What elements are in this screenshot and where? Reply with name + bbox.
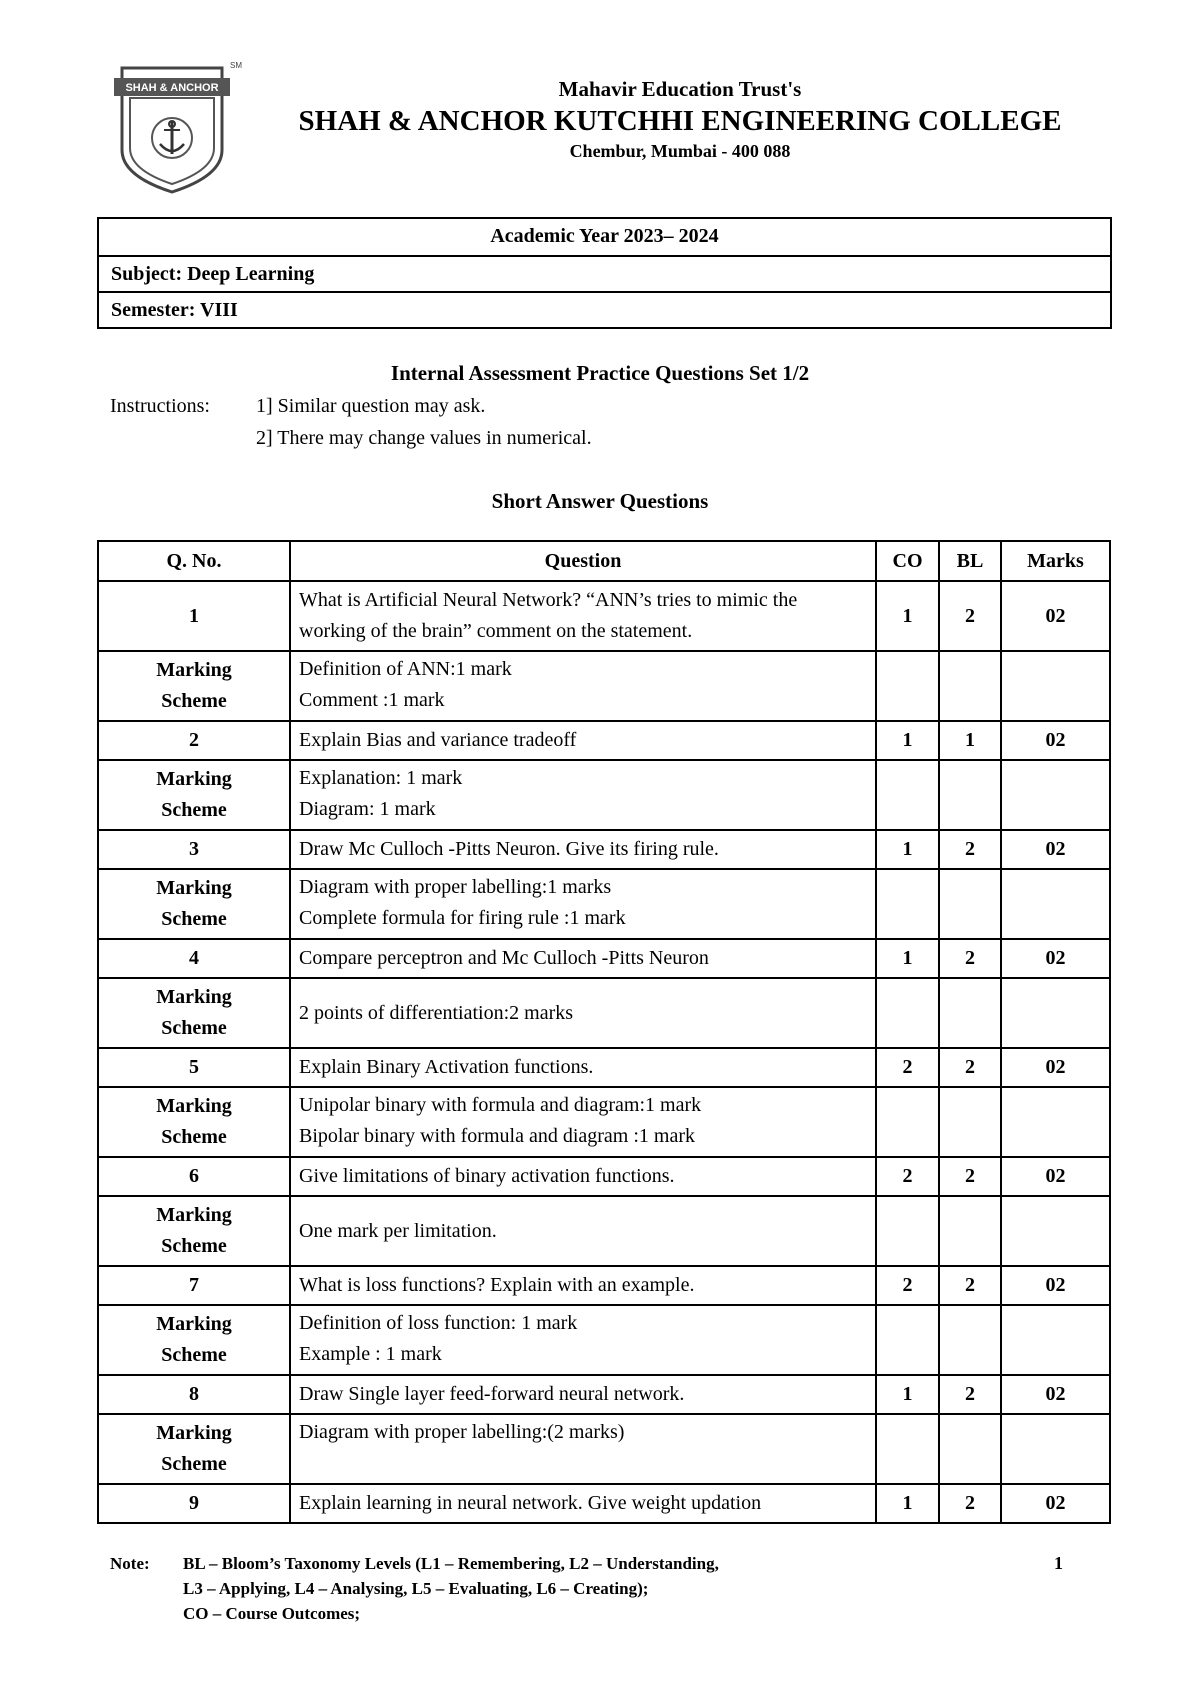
co-empty	[876, 1414, 939, 1484]
co-value: 2	[876, 1157, 939, 1196]
marks-value: 02	[1001, 830, 1110, 869]
question-number: 3	[98, 830, 290, 869]
marks-empty	[1001, 1196, 1110, 1266]
marking-scheme-row	[98, 1087, 1110, 1157]
trust-name: Mahavir Education Trust's	[558, 77, 802, 101]
scheme-line: Definition of loss function: 1 mark	[299, 1312, 578, 1334]
question-number: 4	[98, 939, 290, 978]
table-row	[98, 721, 1110, 760]
bl-value: 2	[939, 581, 1001, 651]
scheme-line: Diagram with proper labelling:(2 marks)	[299, 1421, 625, 1443]
table-row	[98, 1048, 1110, 1087]
header-marks: Marks	[1001, 541, 1110, 581]
marking-scheme-label	[98, 1414, 290, 1484]
table-row	[98, 939, 1110, 978]
bl-empty	[939, 978, 1001, 1048]
question-number: 6	[98, 1157, 290, 1196]
marks-value: 02	[1001, 1484, 1110, 1523]
bl-value: 2	[939, 1266, 1001, 1305]
marking-scheme-label	[98, 978, 290, 1048]
set-title: Internal Assessment Practice Questions Set 1/2	[390, 361, 810, 385]
bl-value: 2	[939, 1375, 1001, 1414]
co-empty	[876, 1305, 939, 1375]
marking-scheme-label	[98, 760, 290, 830]
subject: Subject: Deep Learning	[99, 255, 1110, 291]
question-number: 5	[98, 1048, 290, 1087]
bl-empty	[939, 1196, 1001, 1266]
question-line: What is Artificial Neural Network? “ANN’s tries to mimic the	[299, 589, 798, 611]
bl-empty	[939, 869, 1001, 939]
question-text	[290, 830, 876, 869]
question-text	[290, 721, 876, 760]
marks-empty	[1001, 1414, 1110, 1484]
question-line: Explain Bias and variance tradeoff	[299, 729, 577, 751]
bl-value: 2	[939, 830, 1001, 869]
scheme-line: Explanation: 1 mark	[299, 767, 463, 789]
table-row	[98, 1266, 1110, 1305]
marking-scheme-label-line: Marking	[156, 1422, 232, 1444]
question-line: working of the brain” comment on the statement.	[299, 620, 693, 642]
marks-empty	[1001, 651, 1110, 721]
co-empty	[876, 1087, 939, 1157]
marking-scheme-label-line: Marking	[156, 1204, 232, 1226]
co-empty	[876, 760, 939, 830]
question-number: 9	[98, 1484, 290, 1523]
co-value: 1	[876, 1375, 939, 1414]
note-line: L3 – Applying, L4 – Analysing, L5 – Evaluating, L6 – Creating);	[183, 1579, 649, 1598]
marking-scheme-label-line: Marking	[156, 877, 232, 899]
question-text	[290, 939, 876, 978]
co-value: 2	[876, 1266, 939, 1305]
instruction-item: 2] There may change values in numerical.	[256, 427, 592, 449]
marking-scheme-label	[98, 1305, 290, 1375]
question-line: Explain learning in neural network. Give weight updation	[299, 1492, 762, 1514]
co-empty	[876, 978, 939, 1048]
table-header-row	[98, 541, 1110, 581]
table-row	[98, 1484, 1110, 1523]
header-qno: Q. No.	[98, 541, 290, 581]
page-number: 1	[1054, 1553, 1063, 1573]
bl-empty	[939, 1087, 1001, 1157]
marking-scheme-label-line: Marking	[156, 1095, 232, 1117]
logo-text: SHAH & ANCHOR	[125, 82, 219, 94]
marking-scheme-label-line: Scheme	[161, 690, 227, 712]
bl-value: 2	[939, 939, 1001, 978]
question-line: What is loss functions? Explain with an example.	[299, 1274, 695, 1296]
logo-sm-mark: SM	[230, 61, 242, 70]
note-body	[183, 1551, 1003, 1626]
bl-value: 1	[939, 721, 1001, 760]
co-value: 1	[876, 939, 939, 978]
scheme-line: Diagram: 1 mark	[299, 798, 436, 820]
marks-value: 02	[1001, 939, 1110, 978]
marking-scheme-label-line: Scheme	[161, 1017, 227, 1039]
scheme-line: Complete formula for firing rule :1 mark	[299, 907, 626, 929]
bl-value: 2	[939, 1048, 1001, 1087]
bl-empty	[939, 760, 1001, 830]
marking-scheme-row	[98, 651, 1110, 721]
marks-value: 02	[1001, 581, 1110, 651]
semester: Semester: VIII	[99, 291, 1110, 327]
question-line: Give limitations of binary activation functions.	[299, 1165, 675, 1187]
note-line: CO – Course Outcomes;	[183, 1604, 361, 1623]
marking-scheme-text	[290, 1196, 876, 1266]
bl-empty	[939, 1305, 1001, 1375]
question-text	[290, 1484, 876, 1523]
college-header	[250, 76, 1110, 163]
marking-scheme-label-line: Scheme	[161, 799, 227, 821]
marking-scheme-text	[290, 651, 876, 721]
co-value: 1	[876, 581, 939, 651]
marks-value: 02	[1001, 1266, 1110, 1305]
marking-scheme-label	[98, 1087, 290, 1157]
marks-value: 02	[1001, 1157, 1110, 1196]
question-text	[290, 1375, 876, 1414]
question-text	[290, 581, 876, 651]
marking-scheme-label	[98, 1196, 290, 1266]
co-empty	[876, 651, 939, 721]
section-title: Short Answer Questions	[491, 489, 709, 513]
scheme-line: Definition of ANN:1 mark	[299, 658, 512, 680]
note-line: BL – Bloom’s Taxonomy Levels (L1 – Remembering, L2 – Understanding,	[183, 1554, 719, 1573]
scheme-line: One mark per limitation.	[299, 1219, 497, 1242]
scheme-line: Unipolar binary with formula and diagram:1 mark	[299, 1094, 702, 1116]
marking-scheme-label-line: Scheme	[161, 1126, 227, 1148]
marking-scheme-text	[290, 1414, 876, 1484]
table-row	[98, 581, 1110, 651]
header-question: Question	[290, 541, 876, 581]
bl-empty	[939, 651, 1001, 721]
question-text	[290, 1266, 876, 1305]
marking-scheme-label	[98, 869, 290, 939]
co-value: 1	[876, 1484, 939, 1523]
marks-value: 02	[1001, 1048, 1110, 1087]
scheme-line: 2 points of differentiation:2 marks	[299, 1001, 574, 1024]
questions-body	[98, 581, 1110, 1523]
questions-table	[97, 540, 1111, 1524]
marks-empty	[1001, 1305, 1110, 1375]
co-value: 2	[876, 1048, 939, 1087]
marks-empty	[1001, 869, 1110, 939]
marks-value: 02	[1001, 721, 1110, 760]
marking-scheme-label-line: Marking	[156, 659, 232, 681]
marking-scheme-label-line: Scheme	[161, 1344, 227, 1366]
table-row	[98, 830, 1110, 869]
marking-scheme-row	[98, 1196, 1110, 1266]
question-number: 2	[98, 721, 290, 760]
marking-scheme-row	[98, 869, 1110, 939]
marks-value: 02	[1001, 1375, 1110, 1414]
co-empty	[876, 1196, 939, 1266]
bl-value: 2	[939, 1484, 1001, 1523]
anchor-shield-icon	[112, 58, 242, 196]
question-text	[290, 1157, 876, 1196]
scheme-line: Diagram with proper labelling:1 marks	[299, 876, 612, 898]
college-logo	[112, 58, 242, 196]
marks-empty	[1001, 978, 1110, 1048]
scheme-line: Example : 1 mark	[299, 1343, 442, 1365]
college-address: Chembur, Mumbai - 400 088	[569, 141, 791, 161]
header-bl: BL	[939, 541, 1001, 581]
co-value: 1	[876, 721, 939, 760]
note-label: Note:	[110, 1554, 150, 1573]
scheme-line: Bipolar binary with formula and diagram :1 mark	[299, 1125, 696, 1147]
marking-scheme-row	[98, 1305, 1110, 1375]
marking-scheme-text	[290, 978, 876, 1048]
co-value: 1	[876, 830, 939, 869]
marking-scheme-text	[290, 1087, 876, 1157]
bl-value: 2	[939, 1157, 1001, 1196]
marks-empty	[1001, 1087, 1110, 1157]
marking-scheme-label-line: Scheme	[161, 1235, 227, 1257]
table-row	[98, 1157, 1110, 1196]
co-empty	[876, 869, 939, 939]
marking-scheme-text	[290, 760, 876, 830]
college-name: SHAH & ANCHOR KUTCHHI ENGINEERING COLLEGE	[298, 105, 1062, 137]
scheme-line: Comment :1 mark	[299, 689, 445, 711]
marking-scheme-row	[98, 978, 1110, 1048]
question-number: 8	[98, 1375, 290, 1414]
instructions-label: Instructions:	[110, 395, 210, 417]
bl-empty	[939, 1414, 1001, 1484]
question-line: Explain Binary Activation functions.	[299, 1056, 594, 1078]
question-number: 7	[98, 1266, 290, 1305]
header-co: CO	[876, 541, 939, 581]
marking-scheme-label-line: Marking	[156, 768, 232, 790]
marking-scheme-text	[290, 1305, 876, 1375]
marking-scheme-label	[98, 651, 290, 721]
marking-scheme-label-line: Marking	[156, 1313, 232, 1335]
table-row	[98, 1375, 1110, 1414]
question-text	[290, 1048, 876, 1087]
question-line: Draw Single layer feed-forward neural network.	[299, 1383, 685, 1405]
academic-year: Academic Year 2023– 2024	[490, 225, 719, 247]
marking-scheme-label-line: Scheme	[161, 908, 227, 930]
marking-scheme-label-line: Marking	[156, 986, 232, 1008]
question-number: 1	[98, 581, 290, 651]
marking-scheme-row	[98, 760, 1110, 830]
marking-scheme-text	[290, 869, 876, 939]
question-line: Draw Mc Culloch -Pitts Neuron. Give its firing rule.	[299, 838, 719, 860]
instruction-item: 1] Similar question may ask.	[256, 395, 486, 417]
course-info-box	[97, 217, 1112, 329]
question-line: Compare perceptron and Mc Culloch -Pitts Neuron	[299, 947, 709, 969]
marking-scheme-label-line: Scheme	[161, 1453, 227, 1475]
marks-empty	[1001, 760, 1110, 830]
marking-scheme-row	[98, 1414, 1110, 1484]
